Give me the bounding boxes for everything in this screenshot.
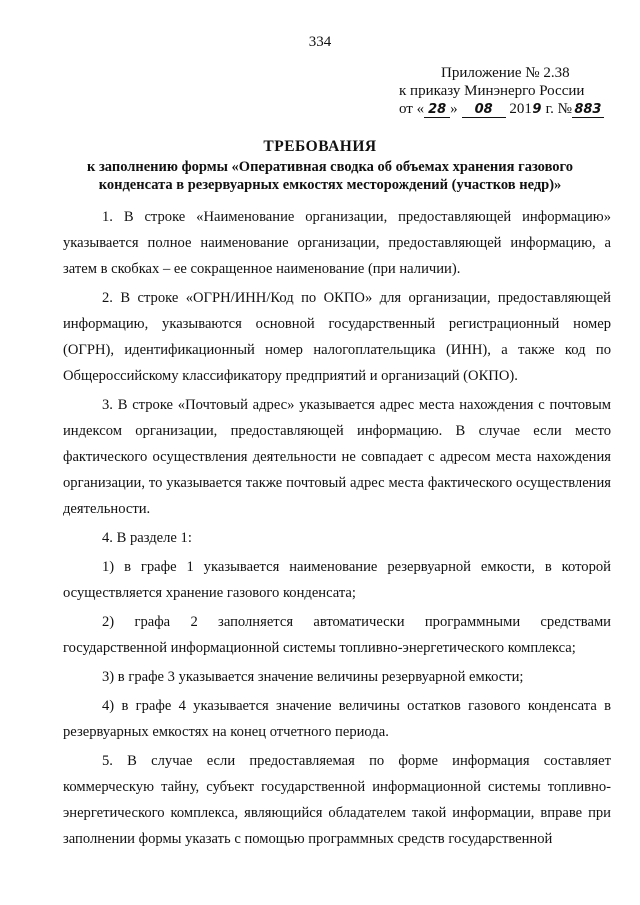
paragraph-2: 2. В строке «ОГРН/ИНН/Код по ОКПО» для организации, предоставляющей информацию, указываются основной государственный регистрационный номер (ОГРН), идентификационный номер налогоплательщика (ИНН), а также код по Общероссийскому классификатору предприятий и организаций (ОКПО). (63, 290, 611, 384)
date-day-close: » (450, 101, 458, 117)
paragraph-5: 5. В случае если предоставляемая по форме информация составляет коммерческую тайну, субъект государственной информационной системы топливно-энергетического комплекса, являющийся обладателем такой информации, вправе при заполнении формы указать с помощью программных средств государственной (63, 753, 611, 847)
paragraph-4-item-4: 4) в графе 4 указывается значение величины остатков газового конденсата в резервуарных емкостях на конец отчетного периода. (63, 698, 611, 740)
document-subtitle (60, 158, 600, 194)
document-body (63, 204, 611, 855)
paragraph-1: 1. В строке «Наименование организации, предоставляющей информацию» указывается полное наименование организации, предоставляющей информацию, а затем в скобках – ее сокращенное наименование (при наличии). (63, 209, 611, 277)
subtitle-line-2: конденсата в резервуарных емкостях месторождений (участков недр)» (98, 177, 562, 193)
page-number: 334 (308, 34, 332, 50)
year-suffix: г. № (541, 101, 572, 117)
handwritten-day: 28 (424, 103, 450, 118)
handwritten-order-number: 883 (572, 103, 604, 118)
annex-header (399, 64, 619, 118)
annex-order-reference: к приказу Минэнерго России (399, 83, 585, 99)
handwritten-year-digit: 9 (532, 102, 542, 117)
year-prefix: 201 (509, 101, 532, 117)
paragraph-4: 4. В разделе 1: (102, 530, 192, 546)
annex-title: Приложение № 2.38 (441, 65, 570, 81)
paragraph-4-item-3: 3) в графе 3 указывается значение величины резервуарной емкости; (102, 669, 524, 685)
annex-date-line (399, 100, 619, 118)
document-title: ТРЕБОВАНИЯ (263, 138, 377, 155)
paragraph-4-item-2: 2) графа 2 заполняется автоматически программными средствами государственной информационной системы топливно-энергетического комплекса; (63, 614, 611, 656)
handwritten-month: 08 (462, 103, 506, 118)
subtitle-line-1: к заполнению формы «Оперативная сводка об объемах хранения газового (86, 159, 574, 175)
paragraph-3: 3. В строке «Почтовый адрес» указывается адрес места нахождения с почтовым индексом организации, предоставляющей информацию. В случае если место фактического осуществления деятельности не совпадает с адресом места нахождения организации, то указывается также почтовый адрес места фактического осуществления деятельности. (63, 397, 611, 517)
paragraph-4-item-1: 1) в графе 1 указывается наименование резервуарной емкости, в которой осуществляется хранение газового конденсата; (63, 559, 611, 601)
date-prefix: от « (399, 101, 425, 117)
